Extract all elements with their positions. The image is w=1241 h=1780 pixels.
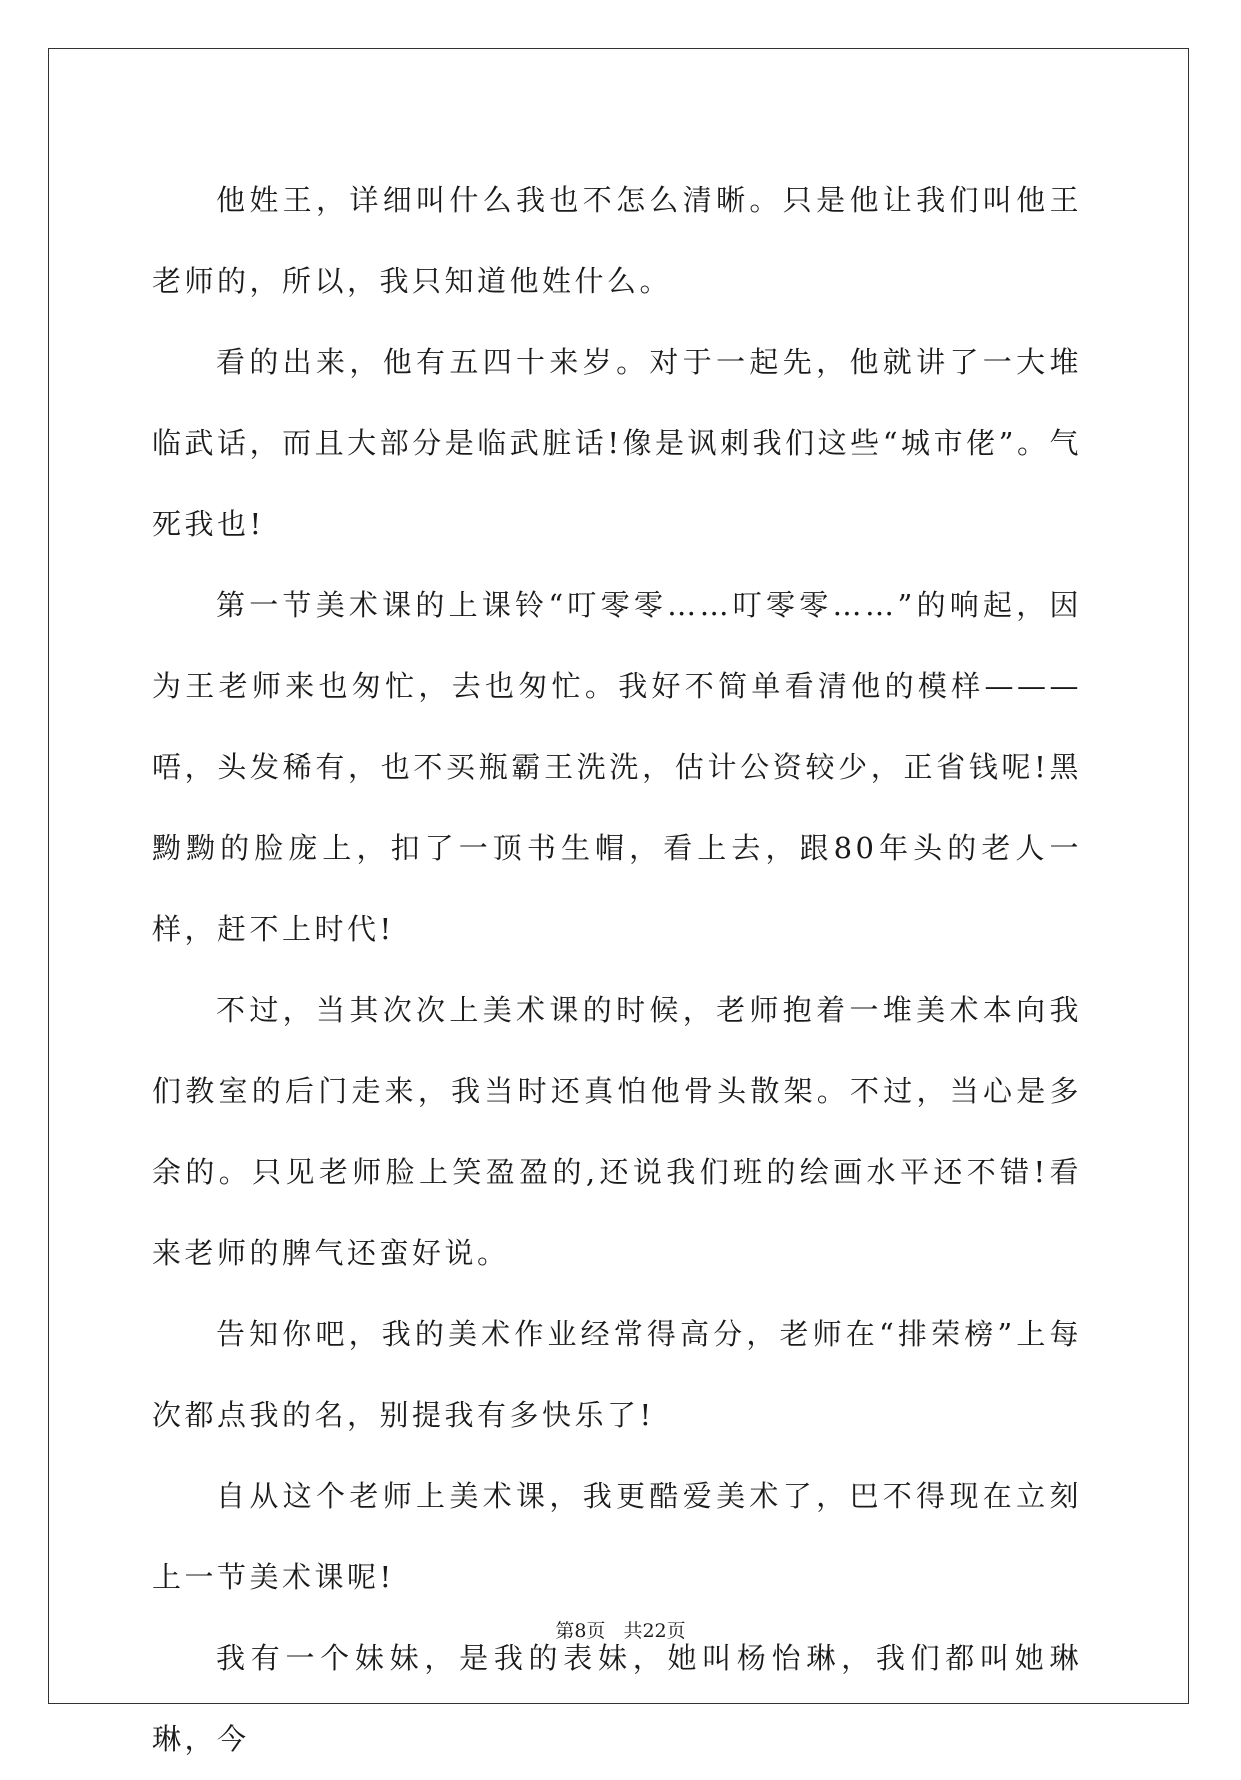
paragraph: 告知你吧，我的美术作业经常得高分，老师在“排荣榜”上每次都点我的名，别提我有多快乐了! [152, 1317, 1082, 1432]
paragraph: 不过，当其次次上美术课的时候，老师抱着一堆美术本向我们教室的后门走来，我当时还真怕他骨头散架。不过，当心是多余的。只见老师脸上笑盈盈的,还说我们班的绘画水平还不错!看来老师的脾气还蛮好说。 [152, 993, 1082, 1270]
paragraph: 他姓王，详细叫什么我也不怎么清晰。只是他让我们叫他王老师的，所以，我只知道他姓什么。 [152, 183, 1082, 298]
paragraph: 我有一个妹妹，是我的表妹，她叫杨怡琳，我们都叫她琳琳，今 [152, 1641, 1082, 1756]
paragraph: 自从这个老师上美术课，我更酷爱美术了，巴不得现在立刻上一节美术课呢! [152, 1479, 1082, 1594]
document-body [152, 160, 1082, 1780]
page-number: 第8页 [555, 1620, 606, 1642]
page-footer [0, 1616, 1241, 1643]
paragraph: 第一节美术课的上课铃“叮零零……叮零零……”的响起，因为王老师来也匆忙，去也匆忙。我好不简单看清他的模样———唔，头发稀有，也不买瓶霸王洗洗，估计公资较少，正省钱呢!黑黝黝的脸庞上，扣了一顶书生帽，看上去，跟80年头的老人一样，赶不上时代! [152, 588, 1082, 946]
page-total: 共22页 [623, 1620, 686, 1642]
paragraph: 看的出来，他有五四十来岁。对于一起先，他就讲了一大堆临武话，而且大部分是临武脏话!像是讽刺我们这些“城市佬”。气死我也! [152, 345, 1082, 541]
